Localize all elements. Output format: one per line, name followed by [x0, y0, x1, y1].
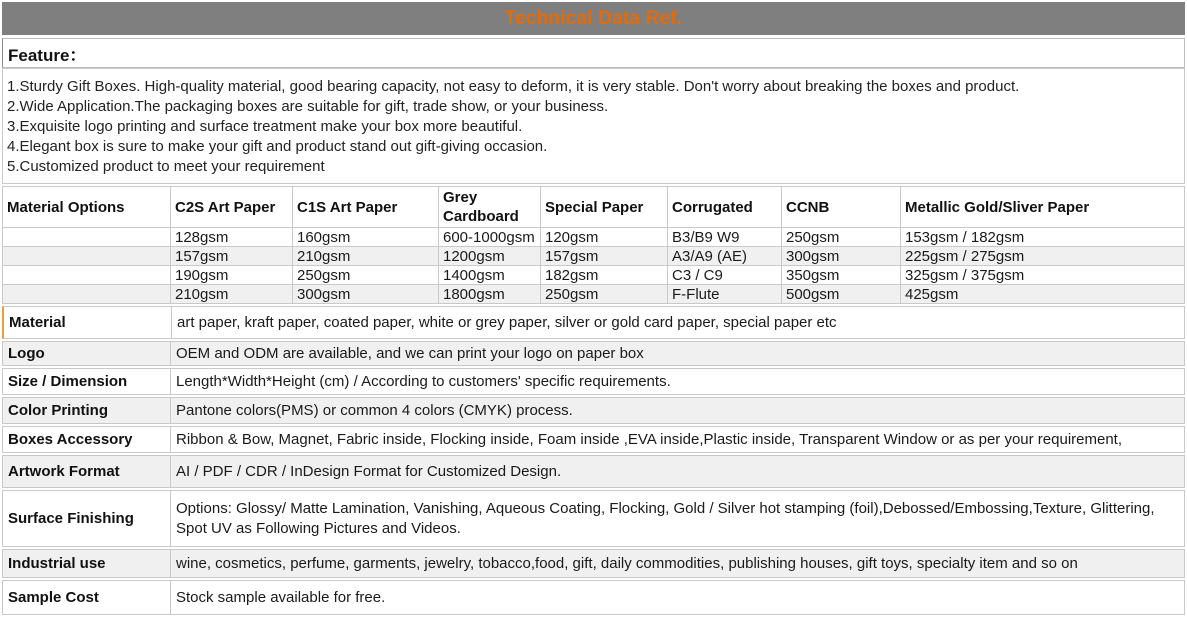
spec-cell: [3, 228, 171, 247]
spec-header-grey-cardboard: Grey Cardboard: [439, 187, 541, 228]
detail-row-surface-finishing: [2, 490, 1185, 547]
detail-label: Boxes Accessory: [3, 427, 171, 452]
detail-rows: [2, 306, 1185, 615]
detail-row-sample-cost: [2, 580, 1185, 615]
spec-cell: C3 / C9: [668, 266, 782, 285]
spec-cell: 157gsm: [541, 247, 668, 266]
detail-label: Material: [4, 307, 172, 338]
spec-cell: F-Flute: [668, 285, 782, 304]
spec-cell: 250gsm: [541, 285, 668, 304]
feature-item-1: 1.Sturdy Gift Boxes. High-quality material, good bearing capacity, not easy to deform, it is very stable. Don't worry about breaking the boxes and product.: [7, 78, 1020, 95]
spec-cell: 500gsm: [782, 285, 901, 304]
spec-cell: 300gsm: [293, 285, 439, 304]
spec-header-ccnb: CCNB: [782, 187, 901, 228]
spec-header-c2s-art-paper: C2S Art Paper: [171, 187, 293, 228]
material-options-table: [2, 186, 1185, 304]
detail-value: wine, cosmetics, perfume, garments, jewelry, tobacco,food, gift, daily commodities, publishing houses, gift toys, specialty item and so on: [176, 554, 1078, 572]
spec-header-corrugated: Corrugated: [668, 187, 782, 228]
feature-item-5: 5.Customized product to meet your requirement: [7, 158, 325, 175]
spec-cell: 1200gsm: [439, 247, 541, 266]
detail-value: art paper, kraft paper, coated paper, white or grey paper, silver or gold card paper, special paper etc: [177, 313, 837, 331]
spec-cell: [3, 285, 171, 304]
page-title: Technical Data Ref.: [504, 7, 683, 29]
spec-cell: 210gsm: [171, 285, 293, 304]
spec-header-material-options: Material Options: [3, 187, 171, 228]
spec-cell: 190gsm: [171, 266, 293, 285]
detail-row-industrial-use: [2, 549, 1185, 578]
spec-cell: 225gsm / 275gsm: [901, 247, 1185, 266]
spec-cell: 182gsm: [541, 266, 668, 285]
detail-row-size-dimension: [2, 368, 1185, 395]
detail-label: Size / Dimension: [3, 369, 171, 394]
feature-item-3: 3.Exquisite logo printing and surface treatment make your box more beautiful.: [7, 118, 523, 135]
detail-value: Options: Glossy/ Matte Lamination, Vanishing, Aqueous Coating, Flocking, Gold / Silver hot stamping (foil),Debossed/Embossing,Texture, Glittering, Spot UV as Following Pictures and Videos.: [176, 499, 1155, 537]
spec-cell: B3/B9 W9: [668, 228, 782, 247]
detail-row-boxes-accessory: [2, 426, 1185, 453]
spec-row-3: [3, 266, 1185, 285]
spec-header-special-paper: Special Paper: [541, 187, 668, 228]
spec-cell: 160gsm: [293, 228, 439, 247]
detail-label: Surface Finishing: [3, 491, 171, 546]
detail-value: Pantone colors(PMS) or common 4 colors (CMYK) process.: [176, 401, 573, 419]
spec-row-2: [3, 247, 1185, 266]
spec-cell: 153gsm / 182gsm: [901, 228, 1185, 247]
detail-row-material: [2, 306, 1185, 339]
spec-cell: A3/A9 (AE): [668, 247, 782, 266]
detail-row-logo: [2, 341, 1185, 366]
detail-value: Stock sample available for free.: [176, 588, 386, 606]
feature-item-4: 4.Elegant box is sure to make your gift and product stand out gift-giving occasion.: [7, 138, 548, 155]
feature-list: [2, 68, 1185, 184]
spec-cell: 250gsm: [782, 228, 901, 247]
spec-header-row: [3, 187, 1185, 228]
detail-label: Sample Cost: [3, 581, 171, 614]
spec-cell: 325gsm / 375gsm: [901, 266, 1185, 285]
spec-cell: 600-1000gsm: [439, 228, 541, 247]
detail-label: Industrial use: [3, 550, 171, 577]
detail-row-color-printing: [2, 397, 1185, 424]
spec-cell: 210gsm: [293, 247, 439, 266]
spec-cell: 250gsm: [293, 266, 439, 285]
spec-cell: 120gsm: [541, 228, 668, 247]
detail-value: AI / PDF / CDR / InDesign Format for Customized Design.: [176, 462, 562, 480]
spec-cell: 300gsm: [782, 247, 901, 266]
spec-cell: 157gsm: [171, 247, 293, 266]
spec-cell: 1800gsm: [439, 285, 541, 304]
detail-label: Artwork Format: [3, 456, 171, 487]
spec-cell: 350gsm: [782, 266, 901, 285]
detail-label: Logo: [3, 342, 171, 365]
title-bar: [2, 2, 1185, 35]
spec-row-1: [3, 228, 1185, 247]
detail-value: Ribbon & Bow, Magnet, Fabric inside, Flocking inside, Foam inside ,EVA inside,Plastic inside, Transparent Window or as per your requirement,: [176, 430, 1123, 448]
spec-header-metallic-paper: Metallic Gold/Sliver Paper: [901, 187, 1185, 228]
feature-heading: Feature：: [2, 38, 1185, 68]
detail-value: OEM and ODM are available, and we can print your logo on paper box: [176, 344, 644, 362]
spec-cell: [3, 266, 171, 285]
detail-value: Length*Width*Height (cm) / According to customers' specific requirements.: [176, 372, 671, 390]
spec-cell: [3, 247, 171, 266]
feature-item-2: 2.Wide Application.The packaging boxes are suitable for gift, trade show, or your business.: [7, 98, 609, 115]
spec-cell: 1400gsm: [439, 266, 541, 285]
spec-cell: 425gsm: [901, 285, 1185, 304]
detail-row-artwork-format: [2, 455, 1185, 488]
spec-header-c1s-art-paper: C1S Art Paper: [293, 187, 439, 228]
detail-label: Color Printing: [3, 398, 171, 423]
spec-cell: 128gsm: [171, 228, 293, 247]
spec-row-4: [3, 285, 1185, 304]
